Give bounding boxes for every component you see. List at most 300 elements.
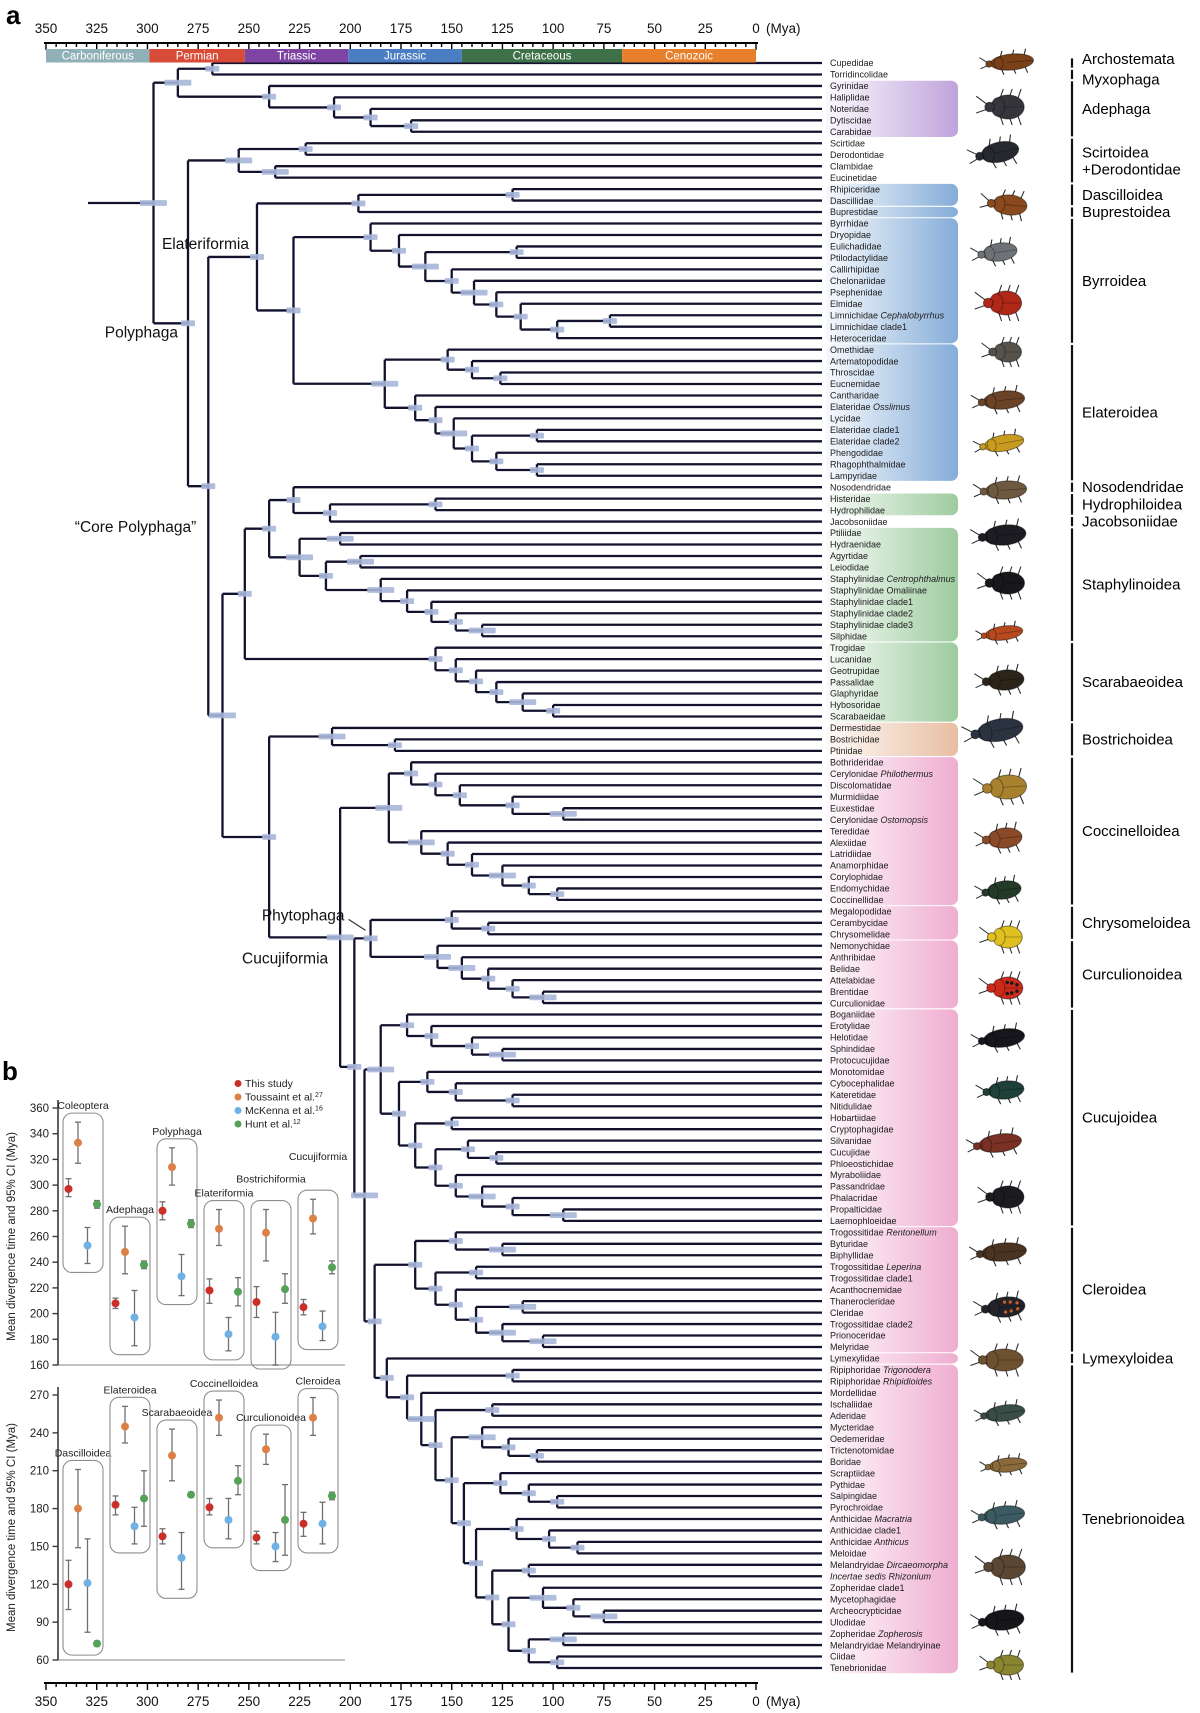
- node-ci-bar: [400, 1394, 414, 1400]
- tip-label: Dryopidae: [830, 230, 872, 241]
- scatter-point: [281, 1516, 289, 1524]
- scatter-point: [328, 1263, 336, 1271]
- beetle-icon: [975, 620, 1024, 647]
- plot-group-name: Elateriformia: [194, 1187, 254, 1200]
- tip-label: Trogidae: [830, 642, 866, 653]
- plot-y-tick-label: 270: [29, 1390, 49, 1402]
- tip-label: Hydrophilidae: [830, 505, 886, 516]
- scatter-point: [281, 1285, 289, 1293]
- beetle-icon: [979, 972, 1023, 1005]
- node-ci-bar: [522, 1648, 536, 1654]
- tip-label: Trictenotomidae: [830, 1445, 895, 1456]
- plot-group-name: Adephaga: [106, 1204, 154, 1217]
- tip-label: Byturidae: [830, 1239, 869, 1250]
- legend-label: Toussaint et al.$^{27}$: [245, 1091, 323, 1104]
- tip-label: Cupedidae: [830, 58, 874, 69]
- scatter-point: [319, 1520, 327, 1528]
- tip-label: Coccinellidae: [830, 895, 884, 906]
- plot-group-name: Cleroidea: [295, 1375, 341, 1388]
- time-axis-tick-label: 0: [752, 1694, 760, 1709]
- node-ci-bar: [449, 667, 463, 673]
- node-ci-bar: [465, 1043, 479, 1049]
- node-ci-bar: [485, 1407, 499, 1413]
- time-axis-tick-label: 100: [541, 21, 565, 36]
- node-ci-bar: [550, 327, 564, 333]
- node-ci-bar: [364, 115, 378, 121]
- beetle-icon: [969, 1237, 1028, 1269]
- node-ci-bar: [445, 278, 459, 284]
- group-label: +Derodontidae: [1082, 161, 1181, 179]
- plot-group-name: Polyphaga: [152, 1125, 202, 1138]
- node-ci-bar: [485, 1595, 499, 1601]
- tip-label: Ptiliidae: [830, 528, 862, 539]
- tip-label: Elateridae Osslimus: [830, 402, 911, 413]
- beetle-icon: [979, 187, 1028, 221]
- node-ci-bar: [493, 375, 507, 381]
- node-ci-bar: [542, 1536, 556, 1542]
- node-ci-bar: [445, 917, 459, 923]
- node-ci-bar: [590, 1614, 617, 1620]
- clade-label-polyphaga: Polyphaga: [104, 324, 178, 342]
- node-ci-bar: [323, 510, 337, 516]
- node-ci-bar: [250, 254, 264, 260]
- node-ci-bar: [449, 619, 463, 625]
- node-ci-bar: [412, 264, 439, 270]
- node-ci-bar: [441, 357, 455, 363]
- time-axis-tick-label: 350: [34, 21, 58, 36]
- node-ci-bar: [449, 1302, 463, 1308]
- tip-label: Ripiphoridae Rhipidioides: [830, 1376, 933, 1387]
- clade-label-pointer: [349, 919, 366, 930]
- scatter-point: [262, 1445, 270, 1453]
- tip-label: Thanerocleridae: [830, 1296, 896, 1307]
- beetle-icon: [975, 1549, 1025, 1585]
- tip-label: Cerylonidae Ostomopsis: [830, 814, 929, 825]
- phylo-tree: [88, 63, 822, 1668]
- period-label: Cenozoic: [665, 50, 714, 63]
- node-ci-bar: [299, 146, 313, 152]
- tip-label: Trogossitidae Rentonellum: [830, 1227, 937, 1238]
- node-ci-bar: [461, 1146, 475, 1152]
- node-ci-bar: [164, 80, 191, 86]
- group-label: Buprestoidea: [1082, 204, 1171, 222]
- tip-label: Myraboliidae: [830, 1170, 882, 1181]
- plot-y-tick-label: 340: [29, 1128, 49, 1141]
- plot-group-name: Coleoptera: [57, 1100, 109, 1113]
- tip-label: Phengodidae: [830, 447, 884, 458]
- tip-label: Boridae: [830, 1456, 862, 1467]
- plot-group-outline: [110, 1217, 150, 1355]
- period-label: Cretaceous: [512, 50, 572, 63]
- group-label: Cucujoidea: [1082, 1109, 1158, 1127]
- time-axis-tick-label: 125: [491, 21, 514, 36]
- tip-label: Melandryidae Melandryinae: [830, 1640, 941, 1651]
- node-ci-bar: [449, 1089, 463, 1095]
- group-label: Myxophaga: [1082, 71, 1160, 89]
- plot-y-tick-label: 320: [29, 1154, 49, 1167]
- node-ci-bar: [400, 1022, 414, 1028]
- beetle-icon: [979, 921, 1022, 954]
- tip-label: Staphylinidae clade1: [830, 597, 914, 608]
- scatter-point: [206, 1286, 214, 1294]
- tip-label: Zopheridae Zopherosis: [830, 1628, 923, 1639]
- tip-label: Endomychidae: [830, 883, 890, 894]
- scatter-point: [168, 1163, 176, 1171]
- group-label: Nosodendridae: [1082, 479, 1184, 497]
- tip-label: Mordellidae: [830, 1388, 877, 1399]
- tip-label: Cerylonidae Philothermus: [830, 768, 934, 779]
- scatter-point: [178, 1554, 186, 1562]
- time-axis-tick-label: 25: [697, 21, 713, 36]
- plot-y-tick-label: 90: [36, 1617, 49, 1630]
- plot-y-axis-title: Mean divergence time and 95% CI (Mya): [6, 1131, 18, 1342]
- node-ci-bar: [570, 1545, 584, 1551]
- legend-dot: [235, 1080, 242, 1087]
- tip-label: Geotrupidae: [830, 665, 880, 676]
- tip-label: Ischaliidae: [830, 1399, 873, 1410]
- node-ci-bar: [489, 1330, 516, 1336]
- tip-label: Helotidae: [830, 1032, 869, 1043]
- node-ci-bar: [453, 792, 467, 798]
- group-label: Tenebrionoidea: [1082, 1510, 1185, 1528]
- tip-label: Monotomidae: [830, 1067, 885, 1078]
- node-ci-bar: [428, 1442, 442, 1448]
- beetle-icon: [970, 1603, 1026, 1638]
- tip-label: Eulichadidae: [830, 241, 882, 252]
- plot-y-tick-label: 300: [29, 1180, 49, 1193]
- tip-label: Cybocephalidae: [830, 1078, 895, 1089]
- tip-label: Tenebrionidae: [830, 1663, 887, 1674]
- beetle-icon: [979, 48, 1034, 77]
- tip-label: Eucinetidae: [830, 172, 878, 183]
- scatter-point: [112, 1299, 120, 1307]
- time-axis-tick-label: 75: [596, 21, 612, 36]
- tip-label: Curculionidae: [830, 998, 886, 1009]
- node-ci-bar: [550, 1636, 577, 1642]
- tip-label: Ciidae: [830, 1651, 856, 1662]
- tip-label: Haliplidae: [830, 92, 870, 103]
- node-ci-bar: [327, 935, 354, 941]
- tip-label: Aderidae: [830, 1410, 867, 1421]
- tip-label: Mycetophagidae: [830, 1594, 897, 1605]
- node-ci-bar: [404, 123, 418, 129]
- node-ci-bar: [319, 734, 346, 740]
- time-axis-tick-label: 250: [237, 1694, 261, 1709]
- plot-group-name: Elateroidea: [103, 1384, 157, 1397]
- scatter-point: [131, 1313, 139, 1321]
- time-axis-tick-label: 225: [288, 1694, 311, 1709]
- time-axis-tick-label: 275: [186, 1694, 210, 1709]
- tip-label: Lymexylidae: [830, 1353, 880, 1364]
- plot-y-tick-label: 160: [29, 1360, 49, 1372]
- time-axis-tick-label: 175: [389, 21, 413, 36]
- group-label: Hydrophiloidea: [1082, 496, 1183, 514]
- tip-label: Lampyridae: [830, 470, 878, 481]
- scatter-point: [140, 1494, 148, 1502]
- time-axis-tick-label: 25: [697, 1694, 713, 1709]
- tip-label: Ptilodactylidae: [830, 253, 889, 264]
- tip-label: Scraptiidae: [830, 1468, 876, 1479]
- tip-label: Passandridae: [830, 1181, 886, 1192]
- node-ci-bar: [424, 609, 438, 615]
- tip-label: Limnichidae clade1: [830, 321, 908, 332]
- node-ci-bar: [506, 802, 520, 808]
- node-ci-bar: [428, 501, 442, 507]
- plot-y-tick-label: 180: [29, 1334, 49, 1347]
- scatter-point: [140, 1261, 148, 1269]
- scatter-point: [187, 1491, 195, 1499]
- group-label: Chrysomeloidea: [1082, 914, 1191, 932]
- tip-label: Hobartiidae: [830, 1112, 877, 1123]
- scatter-point: [159, 1532, 167, 1540]
- scatter-point: [234, 1477, 242, 1485]
- tip-label: Lucanidae: [830, 654, 872, 665]
- tip-label: Nemonychidae: [830, 940, 891, 951]
- node-ci-bar: [522, 1568, 536, 1574]
- group-label: Cleroidea: [1082, 1281, 1147, 1299]
- tip-label: Ptinidae: [830, 746, 863, 757]
- time-axis-tick-label: 50: [647, 1694, 663, 1709]
- tip-label: Chrysomelidae: [830, 929, 891, 940]
- node-ci-bar: [428, 1165, 442, 1171]
- tip-label: Alexiidae: [830, 837, 867, 848]
- tip-label: Staphylinidae clade3: [830, 619, 914, 630]
- period-label: Triassic: [276, 50, 317, 63]
- node-ci-bar: [347, 559, 374, 565]
- tip-label: Propalticidae: [830, 1204, 883, 1215]
- node-ci-bar: [262, 834, 276, 840]
- node-ci-bar: [140, 200, 167, 206]
- node-ci-bar: [489, 1052, 516, 1058]
- node-ci-bar: [489, 689, 503, 695]
- tip-label: Kateretidae: [830, 1089, 877, 1100]
- beetle-icon: [982, 337, 1022, 367]
- tip-label: Jacobsoniidae: [830, 516, 888, 527]
- time-axis-tick-label: 300: [136, 1694, 159, 1709]
- scatter-point: [328, 1492, 336, 1500]
- tip-label: Silvanidae: [830, 1135, 872, 1146]
- beetle-icon: [972, 428, 1026, 460]
- node-ci-bar: [319, 573, 333, 579]
- beetle-icon: [970, 384, 1026, 416]
- node-ci-bar: [546, 708, 560, 714]
- time-axis-tick-label: 175: [389, 1694, 413, 1709]
- plot-group-name: Coccinelloidea: [189, 1378, 259, 1391]
- node-ci-bar: [550, 891, 564, 897]
- node-ci-bar: [509, 1304, 536, 1310]
- node-ci-bar: [408, 1416, 435, 1422]
- plot-group-outline: [157, 1420, 197, 1598]
- node-ci-bar: [262, 526, 276, 532]
- beetle-icon: [960, 710, 1025, 753]
- tip-label: Trogossitidae clade1: [830, 1273, 913, 1284]
- node-ci-bar: [522, 1490, 536, 1496]
- tip-label: Archeocrypticidae: [830, 1605, 902, 1616]
- node-ci-bar: [550, 1212, 577, 1218]
- tip-label: Chelonariidae: [830, 276, 886, 287]
- beetle-icon: [970, 236, 1019, 269]
- node-ci-bar: [441, 851, 455, 857]
- plot-y-tick-label: 260: [29, 1231, 49, 1244]
- tip-label: Discolomatidae: [830, 780, 892, 791]
- tip-label: Teredidae: [830, 826, 870, 837]
- node-ci-bar: [371, 381, 398, 387]
- tip-label: Byrrhidae: [830, 218, 869, 229]
- tip-label: Noteridae: [830, 104, 870, 115]
- tip-label: Oedemeridae: [830, 1433, 885, 1444]
- tip-label: Staphylinidae clade2: [830, 608, 914, 619]
- tip-label: Gyrinidae: [830, 81, 869, 92]
- tip-label: Biphyllidae: [830, 1250, 874, 1261]
- plot-y-tick-label: 120: [29, 1579, 49, 1592]
- node-ci-bar: [530, 1595, 557, 1601]
- plot-group-name: Dascilloidea: [54, 1447, 112, 1460]
- node-ci-bar: [445, 1477, 459, 1483]
- node-ci-bar: [489, 458, 503, 464]
- time-axis-tick-label: 75: [596, 1694, 612, 1709]
- node-ci-bar: [364, 234, 378, 240]
- node-ci-bar: [445, 1121, 459, 1127]
- node-ci-bar: [364, 936, 378, 942]
- group-label: Staphylinoidea: [1082, 576, 1181, 594]
- tip-label: Agyrtidae: [830, 551, 869, 562]
- tip-label: Pythidae: [830, 1479, 866, 1490]
- scatter-point: [93, 1200, 101, 1208]
- node-ci-bar: [506, 192, 520, 198]
- beetle-icon: [977, 567, 1024, 600]
- node-ci-bar: [506, 986, 520, 992]
- clade-label-cucujiformia: Cucujiformia: [242, 950, 329, 968]
- tip-label: Limnichidae Cephalobyrrhus: [830, 310, 945, 321]
- group-label: Dascilloidea: [1082, 186, 1163, 204]
- node-ci-bar: [262, 94, 276, 100]
- tip-label: Cryptophagidae: [830, 1124, 894, 1135]
- node-ci-bar: [469, 1194, 496, 1200]
- tip-label: Attelabidae: [830, 975, 876, 986]
- beetle-icon: [973, 1290, 1027, 1325]
- node-ci-bar: [424, 954, 451, 960]
- node-ci-bar: [489, 873, 516, 879]
- beetle-icon: [970, 1022, 1026, 1056]
- tip-label: Acanthocnemidae: [830, 1284, 903, 1295]
- node-ci-bar: [502, 1444, 516, 1450]
- node-ci-bar: [530, 994, 557, 1000]
- node-ci-bar: [530, 433, 544, 439]
- group-label: Coccinelloidea: [1082, 823, 1180, 841]
- tip-label: Mycteridae: [830, 1422, 875, 1433]
- period-label: Carboniferous: [61, 50, 134, 63]
- scatter-point: [206, 1503, 214, 1511]
- time-axis-tick-label: 150: [440, 1694, 463, 1709]
- beetle-icon: [966, 133, 1022, 173]
- node-ci-bar: [469, 628, 496, 634]
- node-ci-bar: [262, 169, 289, 175]
- tip-label: Eucnemidae: [830, 379, 881, 390]
- tip-label: Elateridae clade1: [830, 425, 900, 436]
- scatter-point: [65, 1185, 73, 1193]
- node-ci-bar: [367, 1067, 394, 1073]
- plot-y-axis-title: Mean divergence time and 95% CI (Mya): [6, 1422, 18, 1633]
- node-ci-bar: [530, 467, 544, 473]
- tip-label: Lycidae: [830, 413, 861, 424]
- legend-dot: [235, 1107, 242, 1114]
- panel-a-label: a: [6, 0, 21, 30]
- node-ci-bar: [457, 1520, 471, 1526]
- tip-label: Silphidae: [830, 631, 868, 642]
- node-ci-bar: [530, 1338, 557, 1344]
- node-ci-bar: [205, 66, 219, 72]
- plot-group-name: Curculionoidea: [235, 1412, 307, 1425]
- scatter-point: [215, 1225, 223, 1233]
- node-ci-bar: [489, 1155, 503, 1161]
- plot-y-tick-label: 60: [36, 1655, 49, 1667]
- scatter-point: [300, 1303, 308, 1311]
- tip-label: Scarabaeidae: [830, 711, 886, 722]
- time-axis-tick-label: 300: [136, 21, 159, 36]
- beetle-icon: [975, 1075, 1025, 1107]
- node-ci-bar: [428, 782, 442, 788]
- node-ci-bar: [375, 805, 402, 811]
- time-axis-unit: (Mya): [766, 1694, 801, 1709]
- node-ci-bar: [327, 536, 354, 542]
- tip-label: Incertae sedis Rhizonium: [830, 1571, 932, 1582]
- tip-label: Belidae: [830, 963, 861, 974]
- tip-label: Cantharidae: [830, 390, 880, 401]
- scatter-point: [309, 1414, 317, 1422]
- scatter-point: [225, 1516, 233, 1524]
- beetle-icon: [970, 1499, 1026, 1531]
- node-ci-bar: [502, 1621, 516, 1627]
- node-ci-bar: [392, 248, 406, 254]
- beetle-icon: [974, 663, 1025, 697]
- scatter-point: [309, 1215, 317, 1223]
- beetle-icon: [973, 1398, 1026, 1429]
- tip-label: Rhagophthalmidae: [830, 459, 906, 470]
- time-axis-unit: (Mya): [766, 21, 801, 36]
- tip-label: Psephenidae: [830, 287, 883, 298]
- node-ci-bar: [209, 712, 236, 718]
- tip-label: Anthicidae clade1: [830, 1525, 902, 1536]
- plot-y-tick-label: 360: [29, 1103, 49, 1115]
- tip-label: Dascillidae: [830, 195, 874, 206]
- time-axis-tick-label: 100: [541, 1694, 565, 1709]
- group-label: Curculionoidea: [1082, 966, 1183, 984]
- scatter-point: [74, 1139, 82, 1147]
- node-ci-bar: [400, 598, 414, 604]
- time-axis-tick-label: 0: [752, 21, 760, 36]
- tip-label: Anthicidae Anthicus: [830, 1537, 909, 1548]
- scatter-point: [93, 1640, 101, 1648]
- node-ci-bar: [550, 1659, 564, 1665]
- plot-y-tick-label: 150: [29, 1541, 49, 1554]
- node-ci-bar: [428, 417, 442, 423]
- time-axis-tick-label: 50: [647, 21, 663, 36]
- tip-label: Erotylidae: [830, 1021, 871, 1032]
- time-axis-tick-label: 325: [85, 21, 108, 36]
- node-ci-bar: [286, 554, 313, 560]
- node-ci-bar: [388, 742, 402, 748]
- scatter-point: [319, 1322, 327, 1330]
- node-ci-bar: [566, 1605, 580, 1611]
- plot-y-tick-label: 200: [29, 1308, 49, 1321]
- tip-label: Throscidae: [830, 367, 875, 378]
- plot-y-tick-label: 220: [29, 1282, 49, 1295]
- node-ci-bar: [367, 587, 394, 593]
- time-axis-tick-label: 200: [339, 1694, 362, 1709]
- scatter-point: [131, 1522, 139, 1530]
- tip-label: Corylophidae: [830, 872, 884, 883]
- scatter-point: [74, 1505, 82, 1513]
